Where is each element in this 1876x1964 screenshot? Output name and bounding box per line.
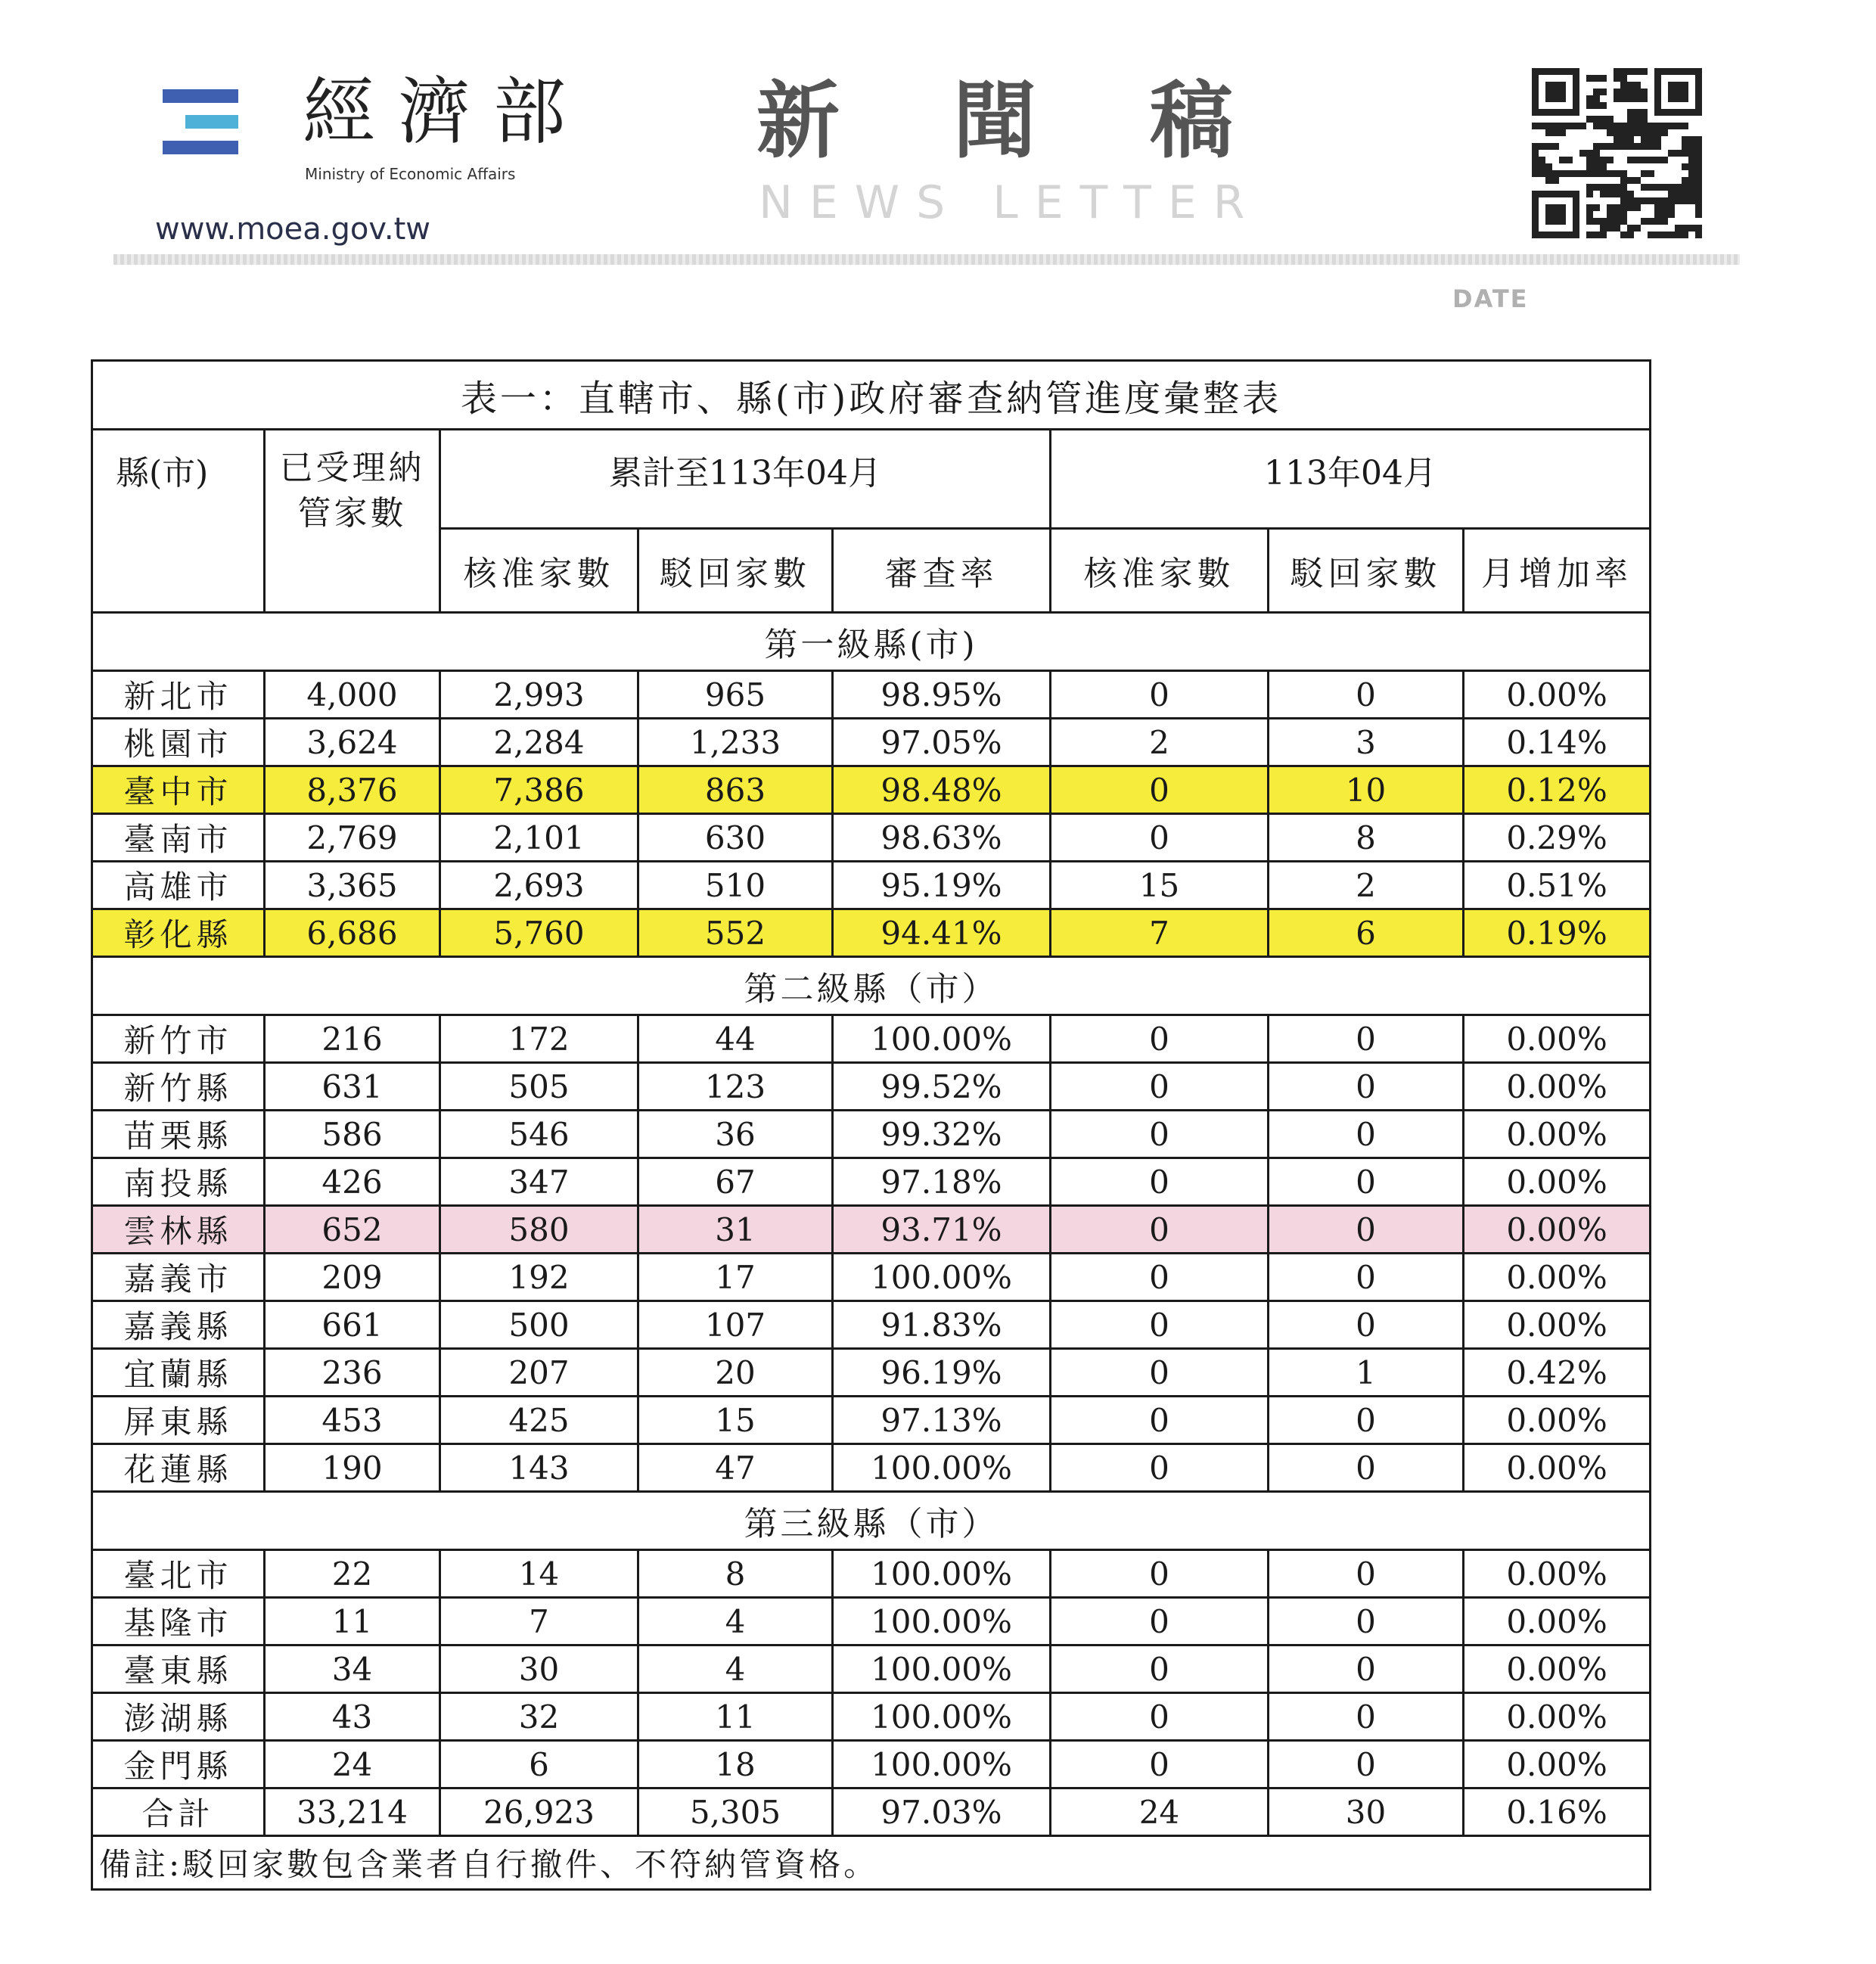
county-name-cell: 花蓮縣 — [92, 1444, 265, 1492]
value-cell: 99.52% — [833, 1063, 1051, 1111]
col-header-approved-cum: 核准家數 — [440, 529, 638, 613]
county-name-cell: 苗栗縣 — [92, 1111, 265, 1158]
value-cell: 0 — [1051, 1254, 1269, 1301]
value-cell: 8 — [1269, 814, 1464, 862]
value-cell: 24 — [265, 1741, 440, 1788]
logo-bar-middle — [185, 115, 238, 129]
value-cell: 0 — [1269, 1550, 1464, 1598]
value-cell: 34 — [265, 1645, 440, 1693]
value-cell: 0 — [1051, 1158, 1269, 1206]
value-cell: 0 — [1051, 1693, 1269, 1741]
value-cell: 4 — [638, 1598, 833, 1645]
table-row — [92, 671, 1651, 719]
value-cell: 30 — [440, 1645, 638, 1693]
section-header-row — [92, 957, 1651, 1015]
doc-type-subtitle: NEWS LETTER — [759, 176, 1262, 229]
value-cell: 98.95% — [833, 671, 1051, 719]
value-cell: 91.83% — [833, 1301, 1051, 1349]
value-cell: 1 — [1269, 1349, 1464, 1397]
value-cell: 0 — [1051, 1206, 1269, 1254]
value-cell: 190 — [265, 1444, 440, 1492]
table-row — [92, 1015, 1651, 1063]
value-cell: 216 — [265, 1015, 440, 1063]
value-cell: 347 — [440, 1158, 638, 1206]
table-row — [92, 1741, 1651, 1788]
value-cell: 0.29% — [1464, 814, 1651, 862]
value-cell: 93.71% — [833, 1206, 1051, 1254]
table-row — [92, 1254, 1651, 1301]
table-row — [92, 766, 1651, 814]
value-cell: 8 — [638, 1550, 833, 1598]
value-cell: 6 — [440, 1741, 638, 1788]
value-cell: 10 — [1269, 766, 1464, 814]
county-name-cell: 基隆市 — [92, 1598, 265, 1645]
qr-code-icon — [1532, 68, 1702, 238]
value-cell: 0 — [1051, 1349, 1269, 1397]
value-cell: 0.00% — [1464, 1063, 1651, 1111]
total-value-cell: 24 — [1051, 1788, 1269, 1836]
value-cell: 4,000 — [265, 671, 440, 719]
county-name-cell: 新竹市 — [92, 1015, 265, 1063]
value-cell: 11 — [265, 1598, 440, 1645]
value-cell: 32 — [440, 1693, 638, 1741]
table-row — [92, 1693, 1651, 1741]
total-value-cell: 26,923 — [440, 1788, 638, 1836]
value-cell: 0.00% — [1464, 1693, 1651, 1741]
value-cell: 0.14% — [1464, 719, 1651, 766]
value-cell: 630 — [638, 814, 833, 862]
value-cell: 43 — [265, 1693, 440, 1741]
value-cell: 0.00% — [1464, 1158, 1651, 1206]
table-row — [92, 909, 1651, 957]
county-name-cell: 南投縣 — [92, 1158, 265, 1206]
value-cell: 0.00% — [1464, 1397, 1651, 1444]
value-cell: 586 — [265, 1111, 440, 1158]
value-cell: 99.32% — [833, 1111, 1051, 1158]
total-label-cell: 合計 — [92, 1788, 265, 1836]
value-cell: 0.19% — [1464, 909, 1651, 957]
value-cell: 15 — [1051, 862, 1269, 909]
county-name-cell: 新北市 — [92, 671, 265, 719]
value-cell: 0 — [1269, 1063, 1464, 1111]
table-row — [92, 1397, 1651, 1444]
value-cell: 7 — [1051, 909, 1269, 957]
value-cell: 0 — [1051, 1598, 1269, 1645]
col-header-accepted — [265, 430, 440, 613]
value-cell: 0.00% — [1464, 1206, 1651, 1254]
group-header-month: 113年04月 — [1051, 430, 1651, 529]
value-cell: 100.00% — [833, 1741, 1051, 1788]
value-cell: 0 — [1051, 671, 1269, 719]
value-cell: 505 — [440, 1063, 638, 1111]
value-cell: 3,365 — [265, 862, 440, 909]
table-row — [92, 719, 1651, 766]
value-cell: 0 — [1051, 814, 1269, 862]
total-value-cell: 0.16% — [1464, 1788, 1651, 1836]
value-cell: 100.00% — [833, 1444, 1051, 1492]
value-cell: 4 — [638, 1645, 833, 1693]
value-cell: 2,993 — [440, 671, 638, 719]
value-cell: 67 — [638, 1158, 833, 1206]
value-cell: 94.41% — [833, 909, 1051, 957]
value-cell: 0 — [1051, 1550, 1269, 1598]
county-name-cell: 嘉義市 — [92, 1254, 265, 1301]
county-name-cell: 新竹縣 — [92, 1063, 265, 1111]
value-cell: 0.12% — [1464, 766, 1651, 814]
county-name-cell: 臺中市 — [92, 766, 265, 814]
col-header-accepted-text: 已受理納管家數 — [279, 449, 425, 533]
county-name-cell: 屏東縣 — [92, 1397, 265, 1444]
value-cell: 2,101 — [440, 814, 638, 862]
value-cell: 0 — [1051, 1741, 1269, 1788]
value-cell: 98.48% — [833, 766, 1051, 814]
value-cell: 100.00% — [833, 1254, 1051, 1301]
value-cell: 18 — [638, 1741, 833, 1788]
value-cell: 100.00% — [833, 1550, 1051, 1598]
note-row — [92, 1836, 1651, 1890]
value-cell: 47 — [638, 1444, 833, 1492]
value-cell: 0.51% — [1464, 862, 1651, 909]
col-header-rejected-month: 駁回家數 — [1269, 529, 1464, 613]
value-cell: 0.00% — [1464, 1111, 1651, 1158]
value-cell: 98.63% — [833, 814, 1051, 862]
value-cell: 0.00% — [1464, 1444, 1651, 1492]
value-cell: 44 — [638, 1015, 833, 1063]
value-cell: 580 — [440, 1206, 638, 1254]
value-cell: 631 — [265, 1063, 440, 1111]
value-cell: 97.18% — [833, 1158, 1051, 1206]
moea-logo-mark — [163, 89, 238, 166]
county-name-cell: 金門縣 — [92, 1741, 265, 1788]
value-cell: 236 — [265, 1349, 440, 1397]
value-cell: 0 — [1269, 1693, 1464, 1741]
value-cell: 0 — [1269, 1158, 1464, 1206]
value-cell: 7,386 — [440, 766, 638, 814]
value-cell: 3 — [1269, 719, 1464, 766]
value-cell: 7 — [440, 1598, 638, 1645]
value-cell: 0 — [1269, 671, 1464, 719]
value-cell: 510 — [638, 862, 833, 909]
value-cell: 209 — [265, 1254, 440, 1301]
value-cell: 172 — [440, 1015, 638, 1063]
value-cell: 0.00% — [1464, 1301, 1651, 1349]
table-row — [92, 1645, 1651, 1693]
value-cell: 2,284 — [440, 719, 638, 766]
value-cell: 453 — [265, 1397, 440, 1444]
value-cell: 5,760 — [440, 909, 638, 957]
value-cell: 123 — [638, 1063, 833, 1111]
org-name: 經濟部 — [303, 70, 589, 154]
value-cell: 0.00% — [1464, 1015, 1651, 1063]
website-link[interactable]: www.moea.gov.tw — [155, 212, 431, 247]
table-footnote: 備註:駁回家數包含業者自行撤件、不符納管資格。 — [92, 1836, 1651, 1890]
value-cell: 100.00% — [833, 1015, 1051, 1063]
value-cell: 36 — [638, 1111, 833, 1158]
value-cell: 0 — [1269, 1254, 1464, 1301]
total-value-cell: 33,214 — [265, 1788, 440, 1836]
county-name-cell: 臺南市 — [92, 814, 265, 862]
value-cell: 426 — [265, 1158, 440, 1206]
org-name-en: Ministry of Economic Affairs — [305, 165, 516, 183]
total-value-cell: 97.03% — [833, 1788, 1051, 1836]
county-name-cell: 雲林縣 — [92, 1206, 265, 1254]
total-row — [92, 1788, 1651, 1836]
logo-bar-top — [163, 89, 238, 103]
total-value-cell: 5,305 — [638, 1788, 833, 1836]
table-row — [92, 1063, 1651, 1111]
value-cell: 0 — [1051, 1063, 1269, 1111]
value-cell: 500 — [440, 1301, 638, 1349]
value-cell: 0 — [1269, 1015, 1464, 1063]
value-cell: 0 — [1269, 1111, 1464, 1158]
section-header-row — [92, 1492, 1651, 1550]
value-cell: 17 — [638, 1254, 833, 1301]
table-row — [92, 1301, 1651, 1349]
section-label: 第二級縣（市） — [92, 957, 1651, 1015]
total-value-cell: 30 — [1269, 1788, 1464, 1836]
value-cell: 2,769 — [265, 814, 440, 862]
value-cell: 2,693 — [440, 862, 638, 909]
value-cell: 100.00% — [833, 1645, 1051, 1693]
value-cell: 1,233 — [638, 719, 833, 766]
doc-type-title: 新聞稿 — [756, 73, 1346, 169]
county-name-cell: 彰化縣 — [92, 909, 265, 957]
county-name-cell: 嘉義縣 — [92, 1301, 265, 1349]
value-cell: 8,376 — [265, 766, 440, 814]
table-row — [92, 862, 1651, 909]
value-cell: 965 — [638, 671, 833, 719]
table-row — [92, 1444, 1651, 1492]
value-cell: 143 — [440, 1444, 638, 1492]
table-row — [92, 1349, 1651, 1397]
county-name-cell: 宜蘭縣 — [92, 1349, 265, 1397]
table-title: 表一：直轄市、縣(市)政府審查納管進度彙整表 — [92, 361, 1651, 430]
county-name-cell: 高雄市 — [92, 862, 265, 909]
value-cell: 652 — [265, 1206, 440, 1254]
value-cell: 107 — [638, 1301, 833, 1349]
value-cell: 31 — [638, 1206, 833, 1254]
col-header-county: 縣(市) — [92, 430, 265, 613]
value-cell: 97.13% — [833, 1397, 1051, 1444]
value-cell: 546 — [440, 1111, 638, 1158]
col-header-monthly-increase: 月增加率 — [1464, 529, 1651, 613]
value-cell: 6,686 — [265, 909, 440, 957]
value-cell: 22 — [265, 1550, 440, 1598]
value-cell: 425 — [440, 1397, 638, 1444]
table-row — [92, 814, 1651, 862]
value-cell: 0 — [1269, 1598, 1464, 1645]
value-cell: 95.19% — [833, 862, 1051, 909]
value-cell: 207 — [440, 1349, 638, 1397]
value-cell: 552 — [638, 909, 833, 957]
review-progress-table — [91, 359, 1651, 1891]
value-cell: 0.00% — [1464, 1598, 1651, 1645]
value-cell: 0 — [1269, 1444, 1464, 1492]
value-cell: 97.05% — [833, 719, 1051, 766]
value-cell: 0 — [1269, 1397, 1464, 1444]
value-cell: 0 — [1269, 1206, 1464, 1254]
header-divider — [113, 254, 1740, 265]
value-cell: 0 — [1051, 766, 1269, 814]
county-name-cell: 臺北市 — [92, 1550, 265, 1598]
value-cell: 14 — [440, 1550, 638, 1598]
table-row — [92, 1550, 1651, 1598]
value-cell: 0.42% — [1464, 1349, 1651, 1397]
value-cell: 0.00% — [1464, 671, 1651, 719]
county-name-cell: 臺東縣 — [92, 1645, 265, 1693]
value-cell: 6 — [1269, 909, 1464, 957]
section-header-row — [92, 613, 1651, 671]
value-cell: 0 — [1269, 1301, 1464, 1349]
col-header-rejected-cum: 駁回家數 — [638, 529, 833, 613]
value-cell: 0 — [1051, 1645, 1269, 1693]
table-row — [92, 1158, 1651, 1206]
value-cell: 2 — [1269, 862, 1464, 909]
value-cell: 0 — [1051, 1015, 1269, 1063]
value-cell: 20 — [638, 1349, 833, 1397]
logo-bar-bottom — [163, 141, 238, 154]
value-cell: 0.00% — [1464, 1645, 1651, 1693]
section-label: 第三級縣（市） — [92, 1492, 1651, 1550]
value-cell: 0 — [1051, 1301, 1269, 1349]
value-cell: 0 — [1051, 1111, 1269, 1158]
col-header-approved-month: 核准家數 — [1051, 529, 1269, 613]
value-cell: 100.00% — [833, 1693, 1051, 1741]
value-cell: 96.19% — [833, 1349, 1051, 1397]
value-cell: 661 — [265, 1301, 440, 1349]
value-cell: 100.00% — [833, 1598, 1051, 1645]
value-cell: 11 — [638, 1693, 833, 1741]
value-cell: 0.00% — [1464, 1741, 1651, 1788]
county-name-cell: 澎湖縣 — [92, 1693, 265, 1741]
value-cell: 0 — [1051, 1444, 1269, 1492]
value-cell: 0 — [1269, 1645, 1464, 1693]
value-cell: 2 — [1051, 719, 1269, 766]
table-row — [92, 1111, 1651, 1158]
group-header-cumulative: 累計至113年04月 — [440, 430, 1051, 529]
value-cell: 0.00% — [1464, 1254, 1651, 1301]
value-cell: 3,624 — [265, 719, 440, 766]
value-cell: 863 — [638, 766, 833, 814]
table-row — [92, 1206, 1651, 1254]
value-cell: 0 — [1051, 1397, 1269, 1444]
value-cell: 192 — [440, 1254, 638, 1301]
value-cell: 15 — [638, 1397, 833, 1444]
date-label: DATE — [1452, 284, 1529, 313]
section-label: 第一級縣(市) — [92, 613, 1651, 671]
county-name-cell: 桃園市 — [92, 719, 265, 766]
table-row — [92, 1598, 1651, 1645]
value-cell: 0.00% — [1464, 1550, 1651, 1598]
col-header-review-rate: 審查率 — [833, 529, 1051, 613]
value-cell: 0 — [1269, 1741, 1464, 1788]
